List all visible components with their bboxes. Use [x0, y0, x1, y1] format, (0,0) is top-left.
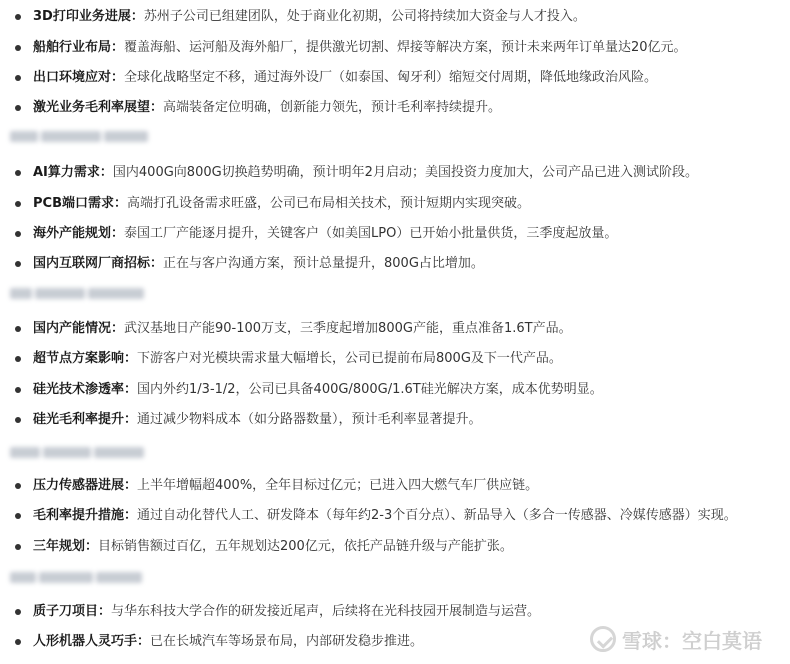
list-item: [0, 410, 790, 430]
item-text: 高端装备定位明确，创新能力领先，预计毛利率持续提升。: [163, 100, 502, 115]
item-label: 国内产能情况：: [33, 321, 125, 336]
bullet-icon: [15, 544, 21, 550]
list-item: [0, 506, 790, 526]
item-label: 船舶行业布局：: [33, 40, 125, 55]
bullet-icon: [15, 483, 21, 489]
blurred-heading: [10, 284, 147, 300]
bullet-icon: [15, 170, 21, 176]
list-item: [0, 537, 790, 557]
bullet-icon: [15, 201, 21, 207]
item-text: 与华东科技大学合作的研发接近尾声，后续将在光科技园开展制造与运营。: [111, 604, 541, 619]
bullet-icon: [15, 14, 21, 20]
item-label: AI算力需求：: [33, 165, 113, 180]
item-label: 出口环境应对：: [33, 70, 125, 85]
item-text: 高端打孔设备需求旺盛，公司已布局相关技术，预计短期内实现突破。: [126, 196, 530, 211]
item-label: 毛利率提升措施：: [33, 508, 138, 523]
item-label: 国内互联网厂商招标：: [33, 256, 164, 271]
item-text: 国内外约1/3-1/2，公司已具备400G/800G/1.6T硅光解决方案，成本优势明显。: [137, 382, 603, 397]
bullet-icon: [15, 105, 21, 111]
item-text: 苏州子公司已组建团队，处于商业化初期，公司将持续加大资金与人才投入。: [143, 9, 586, 24]
list-item: [0, 68, 790, 88]
bullet-icon: [15, 326, 21, 332]
list-item: [0, 319, 790, 339]
bullet-icon: [15, 261, 21, 267]
list-item: [0, 380, 790, 400]
watermark-text: 雪球：空白莫语: [622, 628, 762, 653]
item-label: 三年规划：: [33, 539, 99, 554]
item-text: 已在长城汽车等场景布局，内部研发稳步推进。: [150, 634, 424, 649]
list-item: [0, 194, 790, 214]
list-item: [0, 224, 790, 244]
list-item: [0, 476, 790, 496]
item-text: 覆盖海船、运河船及海外船厂，提供激光切割、焊接等解决方案，预计未来两年订单量达20亿元。: [124, 40, 687, 55]
blurred-heading: [10, 568, 145, 584]
list-item: [0, 38, 790, 58]
item-label: 人形机器人灵巧手：: [33, 634, 151, 649]
blurred-heading: [10, 443, 147, 459]
item-text: 正在与客户沟通方案，预计总量提升，800G占比增加。: [163, 256, 484, 271]
item-label: 硅光技术渗透率：: [33, 382, 138, 397]
list-item: [0, 602, 790, 622]
item-label: 激光业务毛利率展望：: [33, 100, 164, 115]
list-item: [0, 98, 790, 118]
item-text: 通过减少物料成本（如分路器数量），预计毛利率显著提升。: [137, 412, 482, 427]
item-label: 硅光毛利率提升：: [33, 412, 138, 427]
item-text: 下游客户对光模块需求量大幅增长，公司已提前布局800G及下一代产品。: [137, 351, 562, 366]
item-label: 海外产能规划：: [33, 226, 125, 241]
item-label: 压力传感器进展：: [33, 478, 138, 493]
item-text: 泰国工厂产能逐月提升，关键客户（如美国LPO）已开始小批量供货，三季度起放量。: [124, 226, 618, 241]
bullet-icon: [15, 417, 21, 423]
item-text: 上半年增幅超400%，全年目标过亿元；已进入四大燃气车厂供应链。: [137, 478, 539, 493]
item-text: 全球化战略坚定不移，通过海外设厂（如泰国、匈牙利）缩短交付周期，降低地缘政治风险。: [124, 70, 658, 85]
bullet-icon: [15, 75, 21, 81]
xueqiu-logo-icon: [590, 626, 616, 652]
item-label: 超节点方案影响：: [33, 351, 138, 366]
item-text: 国内400G向800G切换趋势明确，预计明年2月启动；美国投资力度加大，公司产品已进入测试阶段。: [112, 165, 698, 180]
item-text: 目标销售额过百亿，五年规划达200亿元，依托产品链升级与产能扩张。: [98, 539, 513, 554]
list-item: [0, 7, 790, 27]
item-label: 质子刀项目：: [33, 604, 112, 619]
item-label: 3D打印业务进展：: [33, 9, 144, 24]
bullet-icon: [15, 387, 21, 393]
watermark: [590, 623, 762, 655]
bullet-icon: [15, 231, 21, 237]
list-item: [0, 254, 790, 274]
bullet-icon: [15, 639, 21, 645]
blurred-heading: [10, 127, 151, 143]
bullet-icon: [15, 513, 21, 519]
bullet-icon: [15, 356, 21, 362]
list-item: [0, 163, 790, 183]
bullet-icon: [15, 609, 21, 615]
bullet-icon: [15, 45, 21, 51]
item-text: 通过自动化替代人工、研发降本（每年约2-3个百分点）、新品导入（多合一传感器、冷媒传感器）实现。: [137, 508, 737, 523]
item-label: PCB端口需求：: [33, 196, 127, 211]
item-text: 武汉基地日产能90-100万支，三季度起增加800G产能，重点准备1.6T产品。: [124, 321, 572, 336]
list-item: [0, 349, 790, 369]
